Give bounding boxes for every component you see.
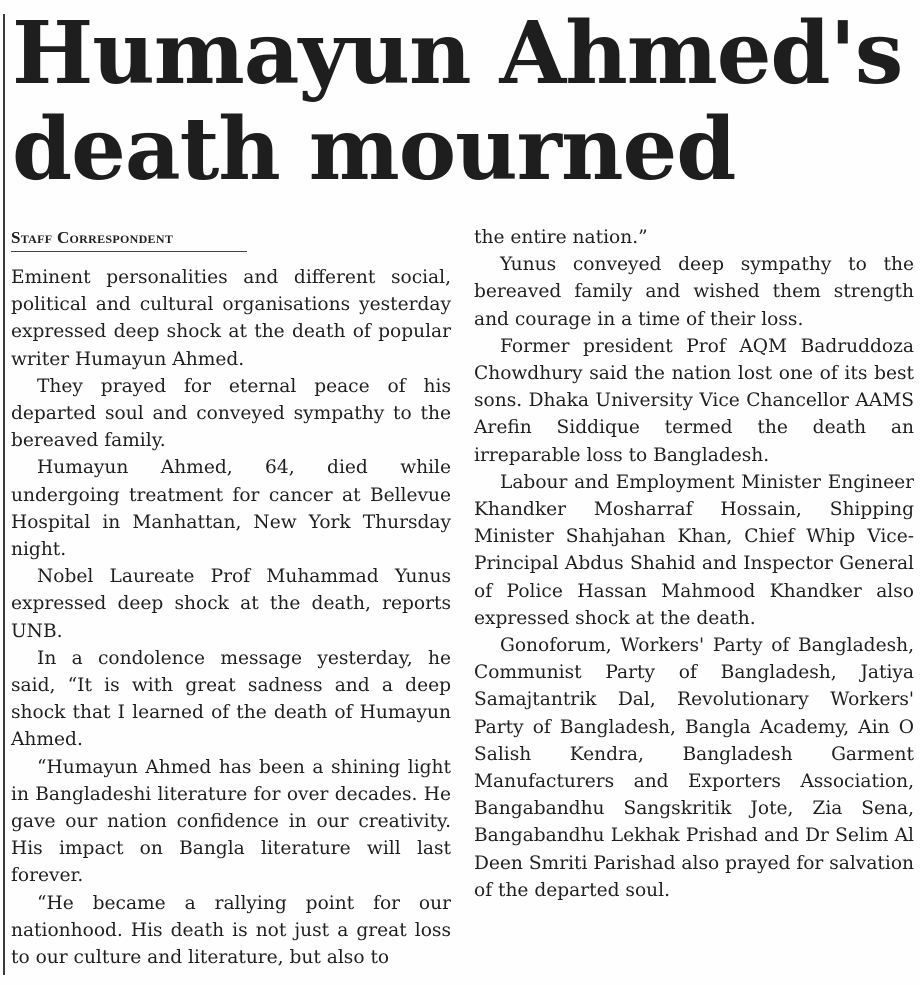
paragraph: Former president Prof AQM Badruddoza Chowdhury said the nation lost one of its best sons. Dhaka University Vice Chancellor AAMS Arefin Siddique termed the death an irreparable loss to Bangladesh. — [474, 335, 914, 466]
article-column-right — [474, 224, 914, 904]
paragraph: Yunus conveyed deep sympathy to the bereaved family and wished them strength and courage in a time of their loss. — [474, 254, 914, 330]
paragraph: Humayun Ahmed, 64, died while undergoing treatment for cancer at Bellevue Hospital in Manhattan, New York Thursday night. — [11, 457, 451, 561]
paragraph: Nobel Laureate Prof Muhammad Yunus expressed deep shock at the death, reports UNB. — [11, 566, 451, 642]
paragraph: In a condolence message yesterday, he said, “It is with great sadness and a deep shock that I learned of the death of Humayun Ahmed. — [11, 647, 451, 751]
paragraph: Gonoforum, Workers' Party of Bangladesh, Communist Party of Bangladesh, Jatiya Samajtantrik Dal, Revolutionary Workers' Party of Bangladesh, Bangla Academy, Ain O Salish Kendra, Bangladesh Garment Manufacturers and Exporters Association, Bangabandhu Sangskritik Jote, Zia Sena, Bangabandhu Lekhak Prishad and Dr Selim Al Deen Smriti Parishad also prayed for salvation of the departed soul. — [474, 635, 914, 901]
paragraph: Labour and Employment Minister Engineer Khandker Mosharraf Hossain, Shipping Minister Shahjahan Khan, Chief Whip Vice-Principal Abdus Shahid and Inspector General of Police Hassan Mahmood Khandker also expressed shock at the death. — [474, 471, 914, 629]
paragraph: “Humayun Ahmed has been a shining light in Bangladeshi literature for over decades. He gave our nation confidence in our creativity. His impact on Bangla literature will last forever. — [11, 756, 451, 887]
article-column-left — [11, 224, 451, 971]
paragraph: Eminent personalities and different social, political and cultural organisations yesterday expressed deep shock at the death of popular writer Humayun Ahmed. — [11, 267, 451, 370]
paragraph-continued: the entire nation.” — [474, 227, 648, 248]
headline: Humayun Ahmed's death mourned — [12, 3, 903, 200]
byline: Staff Correspondent — [11, 224, 247, 252]
column-rule — [3, 14, 5, 975]
paragraph: They prayed for eternal peace of his departed soul and conveyed sympathy to the bereaved family. — [11, 375, 451, 452]
paragraph: “He became a rallying point for our nationhood. His death is not just a great loss to our culture and literature, but also to — [11, 892, 451, 969]
